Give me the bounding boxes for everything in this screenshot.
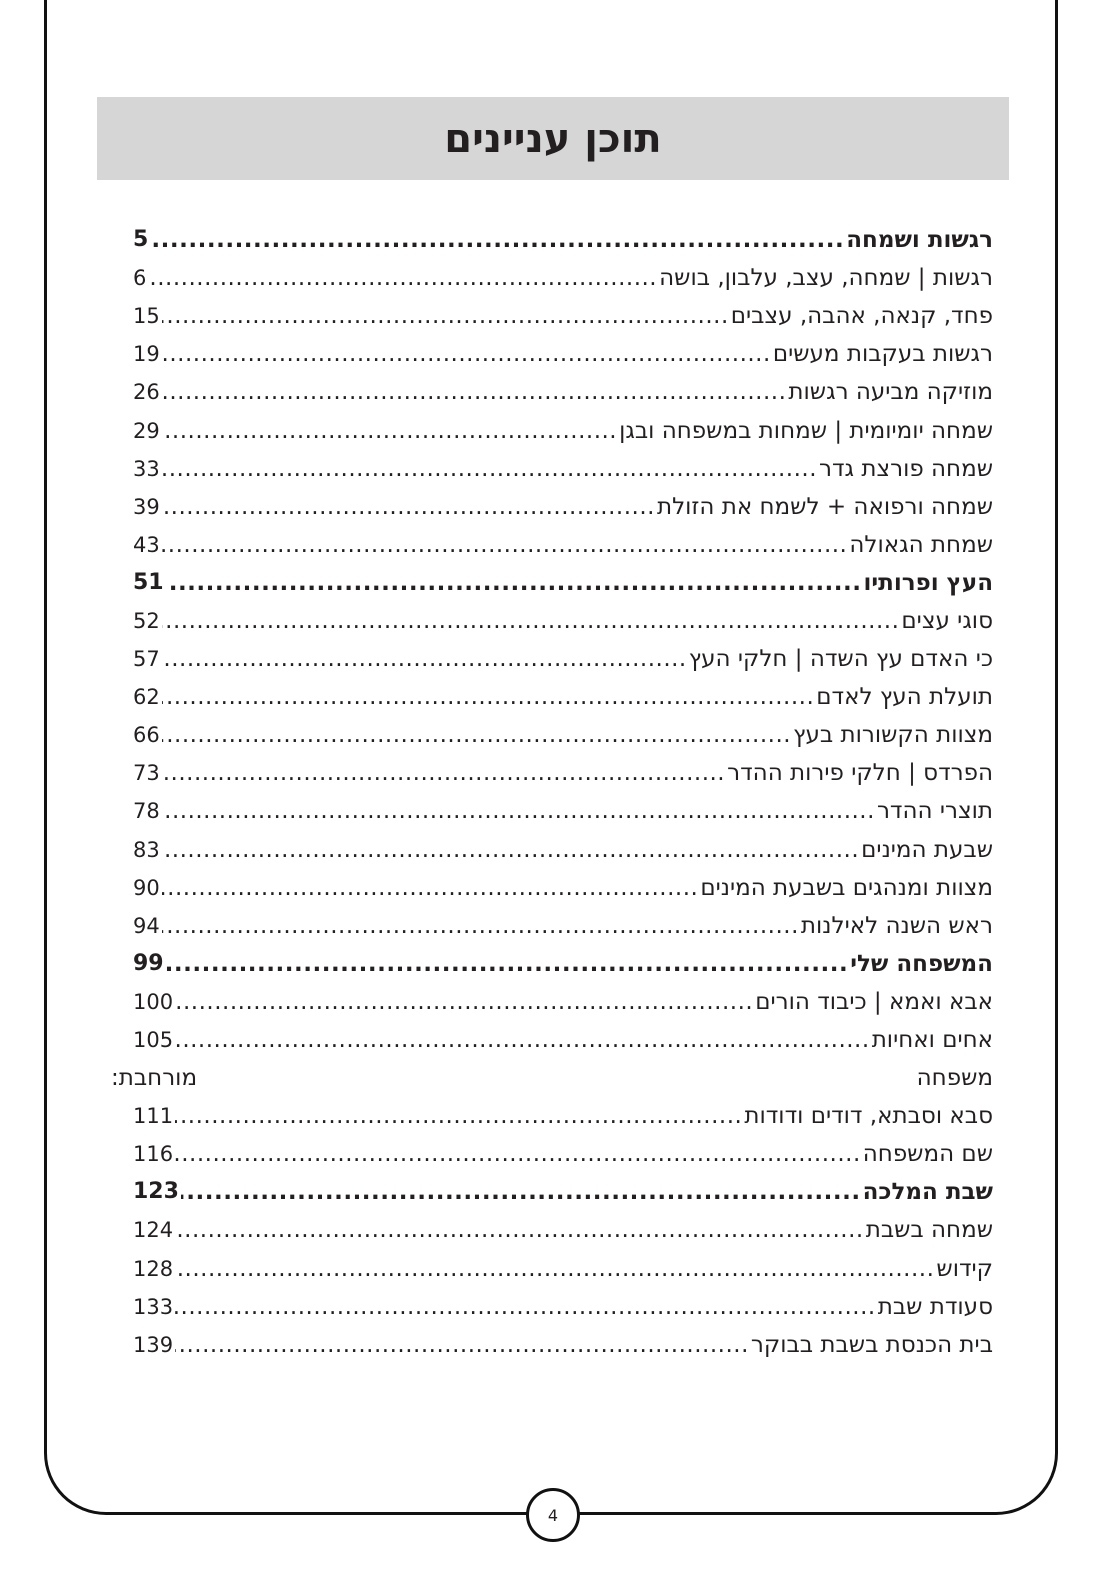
toc-entry[interactable] bbox=[133, 259, 993, 297]
toc-entry-title: פחד, קנאה, אהבה, עצבים bbox=[730, 303, 993, 330]
toc-page-number: 111 bbox=[133, 1104, 174, 1129]
toc-page-number: 116 bbox=[133, 1142, 174, 1167]
toc-entry-title: סעודת שבת bbox=[877, 1293, 993, 1320]
dot-leader bbox=[162, 831, 859, 869]
toc-entry-title: שמחה בשבת bbox=[865, 1217, 993, 1244]
page-number: 4 bbox=[526, 1488, 580, 1542]
toc-page-number: 6 bbox=[133, 266, 147, 291]
toc-page-number: 100 bbox=[133, 989, 174, 1014]
toc-entry-title: שבת המלכה bbox=[862, 1179, 993, 1206]
toc-entry-continuation: מורחבת: bbox=[111, 1065, 198, 1092]
toc-entry[interactable] bbox=[133, 907, 993, 945]
toc-entry-title: סבא וסבתא, דודים ודודות bbox=[744, 1103, 993, 1130]
toc-entry[interactable] bbox=[133, 1135, 993, 1173]
dot-leader bbox=[162, 907, 799, 945]
dot-leader bbox=[181, 1173, 861, 1211]
toc-entry[interactable] bbox=[133, 983, 993, 1021]
toc-entry-title: סוגי עצים bbox=[901, 607, 993, 634]
dot-leader bbox=[175, 1211, 864, 1249]
toc-entry[interactable] bbox=[133, 1097, 993, 1135]
toc-entry-title: הפרדס | חלקי פירות ההדר bbox=[727, 760, 993, 787]
toc-entry-title: מוזיקה מביעה רגשות bbox=[788, 379, 993, 406]
toc-entry[interactable] bbox=[133, 488, 993, 526]
toc-entry-title: העץ ופרותיו bbox=[863, 569, 993, 596]
toc-page-number: 105 bbox=[133, 1028, 174, 1053]
toc-page-number: 123 bbox=[133, 1179, 179, 1205]
dot-leader bbox=[162, 602, 900, 640]
toc-section-heading[interactable] bbox=[133, 564, 993, 602]
toc-page-number: 26 bbox=[133, 380, 160, 405]
toc-entry-title: מצוות הקשורות בעץ bbox=[793, 722, 993, 749]
toc-page-number: 139 bbox=[133, 1332, 174, 1357]
toc-entry-title: תוצרי ההדר bbox=[876, 798, 993, 825]
dot-leader bbox=[162, 640, 687, 678]
toc-page-number: 15 bbox=[133, 304, 160, 329]
toc-entry-title: רגשות | שמחה, עצב, עלבון, בושה bbox=[659, 265, 993, 292]
dot-leader bbox=[175, 1288, 876, 1326]
dot-leader bbox=[150, 221, 844, 259]
toc-entry-title: קידוש bbox=[936, 1255, 993, 1282]
toc-page-number: 43 bbox=[133, 532, 160, 557]
toc-entry-title: שמחה יומיומית | שמחות במשפחה ובגן bbox=[619, 417, 993, 444]
toc-entry[interactable] bbox=[133, 335, 993, 373]
toc-entry[interactable] bbox=[133, 640, 993, 678]
dot-leader bbox=[148, 259, 657, 297]
dot-leader bbox=[175, 1250, 934, 1288]
toc-section-heading[interactable] bbox=[133, 945, 993, 983]
dot-leader bbox=[162, 716, 791, 754]
toc-entry[interactable] bbox=[133, 1288, 993, 1326]
toc-entry[interactable] bbox=[133, 1326, 993, 1364]
toc-entry-title: שמחה פורצת גדר bbox=[819, 455, 993, 482]
toc-entry-title: ראש השנה לאילנות bbox=[800, 912, 993, 939]
toc-entry-title: שמחה ורפואה + לשמח את הזולת bbox=[656, 493, 993, 520]
dot-leader bbox=[175, 1135, 861, 1173]
toc-page-number: 78 bbox=[133, 799, 160, 824]
dot-leader bbox=[162, 792, 875, 830]
toc-entry-title: רגשות בעקבות מעשים bbox=[772, 341, 993, 368]
toc-page-number: 94 bbox=[133, 913, 160, 938]
toc-page-number: 99 bbox=[133, 950, 164, 976]
toc-entry[interactable] bbox=[133, 602, 993, 640]
toc-entry[interactable] bbox=[133, 450, 993, 488]
toc-entry-title: שמחת הגאולה bbox=[849, 531, 993, 558]
toc-entry[interactable] bbox=[133, 869, 993, 907]
dot-leader bbox=[166, 945, 849, 983]
dot-leader bbox=[175, 983, 753, 1021]
toc-entry[interactable] bbox=[133, 678, 993, 716]
toc-page-number: 29 bbox=[133, 418, 160, 443]
toc-entry[interactable] bbox=[133, 716, 993, 754]
dot-leader bbox=[162, 754, 725, 792]
toc-entry[interactable] bbox=[133, 1211, 993, 1249]
dot-leader bbox=[162, 678, 815, 716]
toc-section-heading[interactable] bbox=[133, 221, 993, 259]
toc-entry-title: רגשות ושמחה bbox=[846, 227, 993, 254]
dot-leader bbox=[162, 373, 787, 411]
toc-page-number: 66 bbox=[133, 723, 160, 748]
toc-entry[interactable] bbox=[133, 411, 993, 449]
toc-page-number: 90 bbox=[133, 875, 160, 900]
toc-page-number: 33 bbox=[133, 456, 160, 481]
toc-entry-title: מצוות ומנהגים בשבעת המינים bbox=[700, 874, 993, 901]
page-title: תוכן עניינים bbox=[444, 115, 662, 162]
toc-entry-title: שבעת המינים bbox=[861, 836, 993, 863]
toc-entry[interactable] bbox=[133, 297, 993, 335]
toc-page-number: 133 bbox=[133, 1294, 174, 1319]
dot-leader bbox=[175, 1097, 742, 1135]
toc-page-number: 5 bbox=[133, 227, 149, 253]
toc-entry[interactable] bbox=[133, 1021, 993, 1059]
toc-entry[interactable] bbox=[133, 754, 993, 792]
toc-entry-title: המשפחה שלי bbox=[850, 950, 993, 977]
toc-entry[interactable] bbox=[111, 1059, 993, 1097]
toc-entry-title: אבא ואמא | כיבוד הורים bbox=[755, 988, 993, 1015]
toc-entry[interactable] bbox=[133, 1250, 993, 1288]
toc-page-number: 39 bbox=[133, 494, 160, 519]
toc-entry[interactable] bbox=[133, 792, 993, 830]
toc-page-number: 62 bbox=[133, 685, 160, 710]
dot-leader bbox=[175, 1021, 870, 1059]
dot-leader bbox=[162, 297, 729, 335]
toc-page-number: 124 bbox=[133, 1218, 174, 1243]
toc-entry-title: שם המשפחה bbox=[862, 1141, 993, 1168]
toc-entry[interactable] bbox=[133, 526, 993, 564]
toc-page-number: 51 bbox=[133, 569, 164, 595]
toc-entry-title: כי האדם עץ השדה | חלקי העץ bbox=[688, 646, 993, 673]
toc-entry[interactable] bbox=[133, 831, 993, 869]
toc-entry-title: תועלת העץ לאדם bbox=[816, 684, 993, 711]
dot-leader bbox=[162, 869, 699, 907]
dot-leader bbox=[166, 564, 862, 602]
toc-page-number: 52 bbox=[133, 608, 160, 633]
toc-page-number: 128 bbox=[133, 1256, 174, 1281]
table-of-contents bbox=[111, 221, 993, 1364]
toc-page-number: 73 bbox=[133, 761, 160, 786]
dot-leader bbox=[162, 526, 848, 564]
toc-entry-title: בית הכנסת בשבת בבוקר bbox=[750, 1331, 993, 1358]
dot-leader bbox=[162, 488, 655, 526]
toc-entry-title: משפחה bbox=[916, 1065, 993, 1092]
dot-leader bbox=[162, 450, 817, 488]
dot-leader bbox=[175, 1326, 749, 1364]
toc-section-heading[interactable] bbox=[133, 1173, 993, 1211]
toc-page-number: 83 bbox=[133, 837, 160, 862]
toc-page-number: 57 bbox=[133, 647, 160, 672]
title-banner bbox=[97, 97, 1009, 180]
toc-entry-title: אחים ואחיות bbox=[871, 1027, 993, 1054]
toc-page-number: 19 bbox=[133, 342, 160, 367]
toc-entry[interactable] bbox=[133, 373, 993, 411]
dot-leader bbox=[162, 412, 617, 450]
dot-leader bbox=[162, 335, 771, 373]
